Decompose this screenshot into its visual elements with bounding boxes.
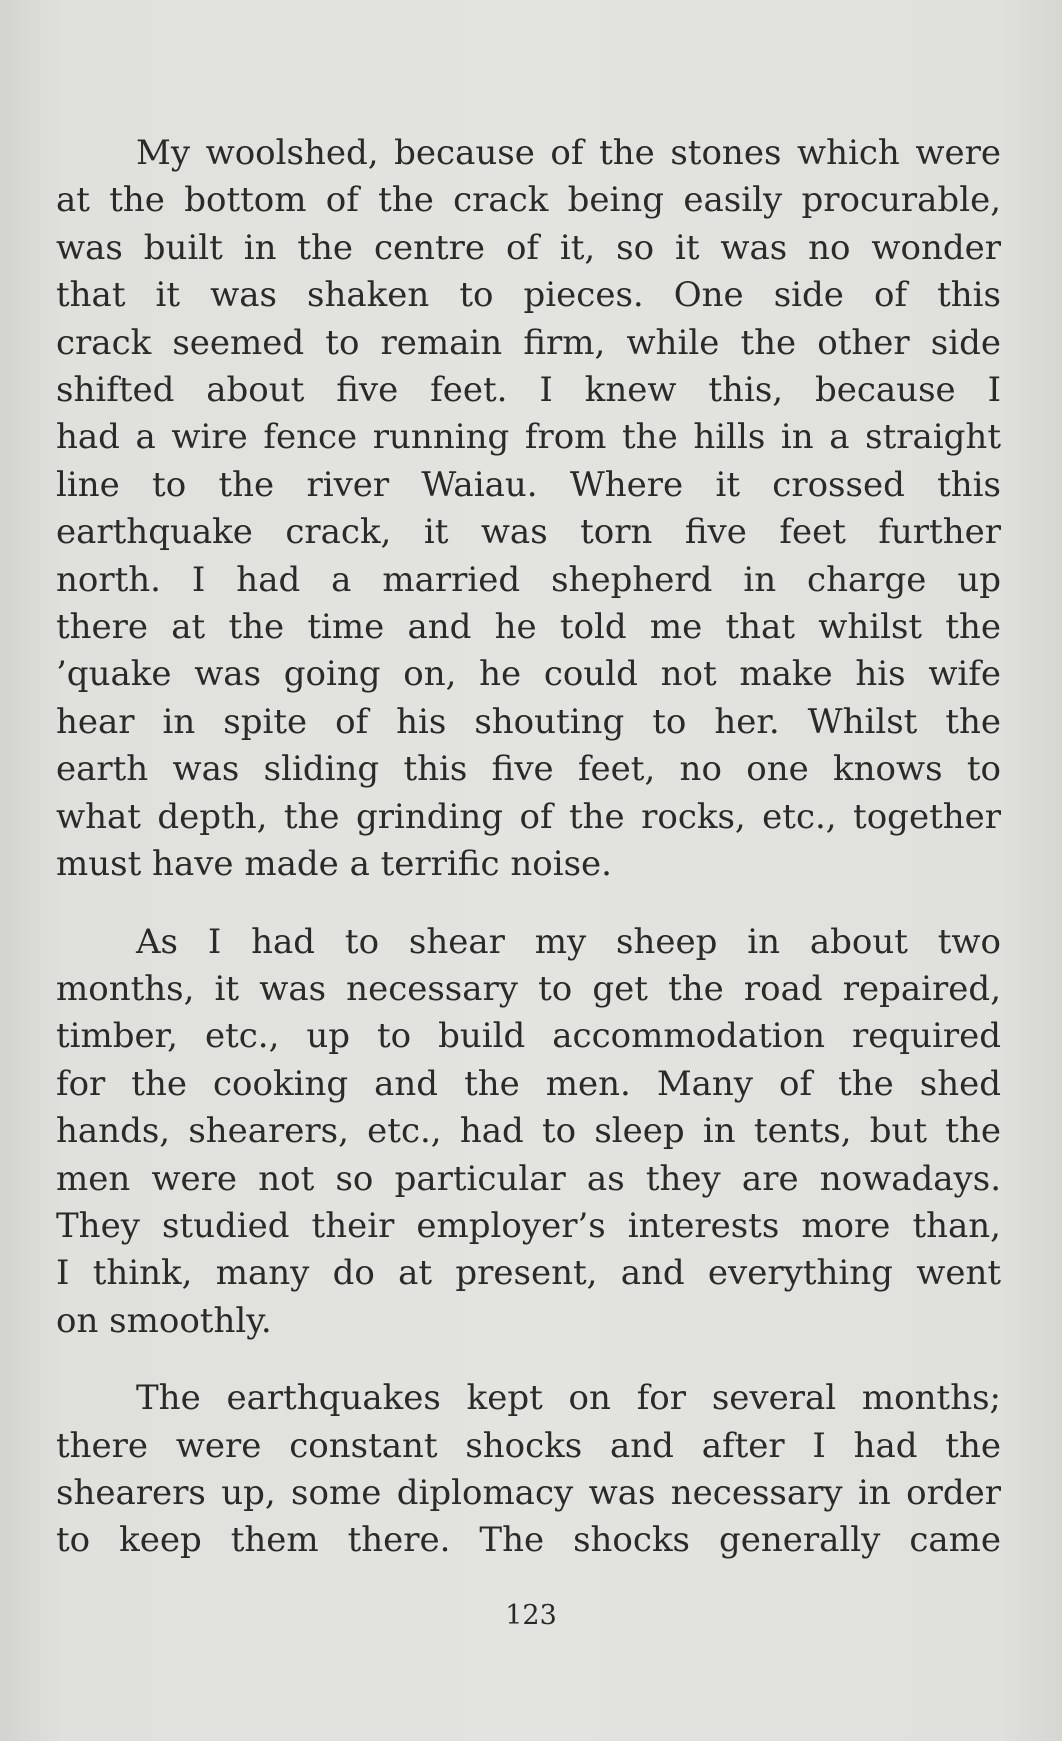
text-line: hands, shearers, etc., had to sleep in tents, but the bbox=[56, 1111, 1001, 1152]
text-line: there were constant shocks and after I had the bbox=[56, 1425, 1001, 1466]
text-line: men were not so particular as they are nowadays. bbox=[56, 1158, 1001, 1199]
text-line: at the bottom of the crack being easily procurable, bbox=[56, 180, 1001, 221]
text-line: earthquake crack, it was torn five feet further bbox=[56, 512, 1001, 553]
text-line: on smoothly. bbox=[56, 1300, 272, 1341]
text-line: line to the river Waiau. Where it crossed this bbox=[56, 464, 1001, 505]
text-line: I think, many do at present, and everything went bbox=[56, 1253, 1001, 1294]
text-line: timber, etc., up to build accommodation required bbox=[56, 1016, 1001, 1057]
text-line: earth was sliding this five feet, no one knows to bbox=[56, 749, 1001, 790]
text-line: shearers up, some diplomacy was necessary in order bbox=[56, 1472, 1001, 1513]
paragraph-1 bbox=[56, 130, 1001, 889]
text-line: there at the time and he told me that whilst the bbox=[56, 607, 1001, 648]
text-line: that it was shaken to pieces. One side of this bbox=[56, 275, 1001, 316]
text-line: They studied their employer’s interests more than, bbox=[56, 1205, 1001, 1246]
text-line: As I had to shear my sheep in about two bbox=[136, 921, 1001, 962]
text-line: shifted about five feet. I knew this, because I bbox=[56, 370, 1001, 411]
body-text bbox=[56, 130, 1001, 1565]
text-line: crack seemed to remain firm, while the other side bbox=[56, 322, 1001, 363]
page-number: 123 bbox=[505, 1600, 557, 1631]
text-line: had a wire fence running from the hills in a straight bbox=[56, 417, 1001, 458]
paragraph-2 bbox=[56, 919, 1001, 1346]
text-line: The earthquakes kept on for several months; bbox=[136, 1378, 1001, 1419]
text-line: ’quake was going on, he could not make his wife bbox=[56, 654, 1001, 695]
text-line: My woolshed, because of the stones which were bbox=[136, 133, 1001, 173]
text-line: north. I had a married shepherd in charge up bbox=[56, 559, 1001, 600]
text-line: was built in the centre of it, so it was no wonder bbox=[56, 227, 1001, 268]
text-line: months, it was necessary to get the road repaired, bbox=[56, 968, 1001, 1009]
text-line: for the cooking and the men. Many of the shed bbox=[56, 1063, 1001, 1104]
text-line: must have made a terrific noise. bbox=[56, 844, 612, 885]
paragraph-3 bbox=[56, 1375, 1001, 1565]
text-line: to keep them there. The shocks generally came bbox=[56, 1520, 1001, 1561]
text-line: what depth, the grinding of the rocks, etc., together bbox=[56, 796, 1001, 837]
text-line: hear in spite of his shouting to her. Whilst the bbox=[56, 701, 1001, 742]
